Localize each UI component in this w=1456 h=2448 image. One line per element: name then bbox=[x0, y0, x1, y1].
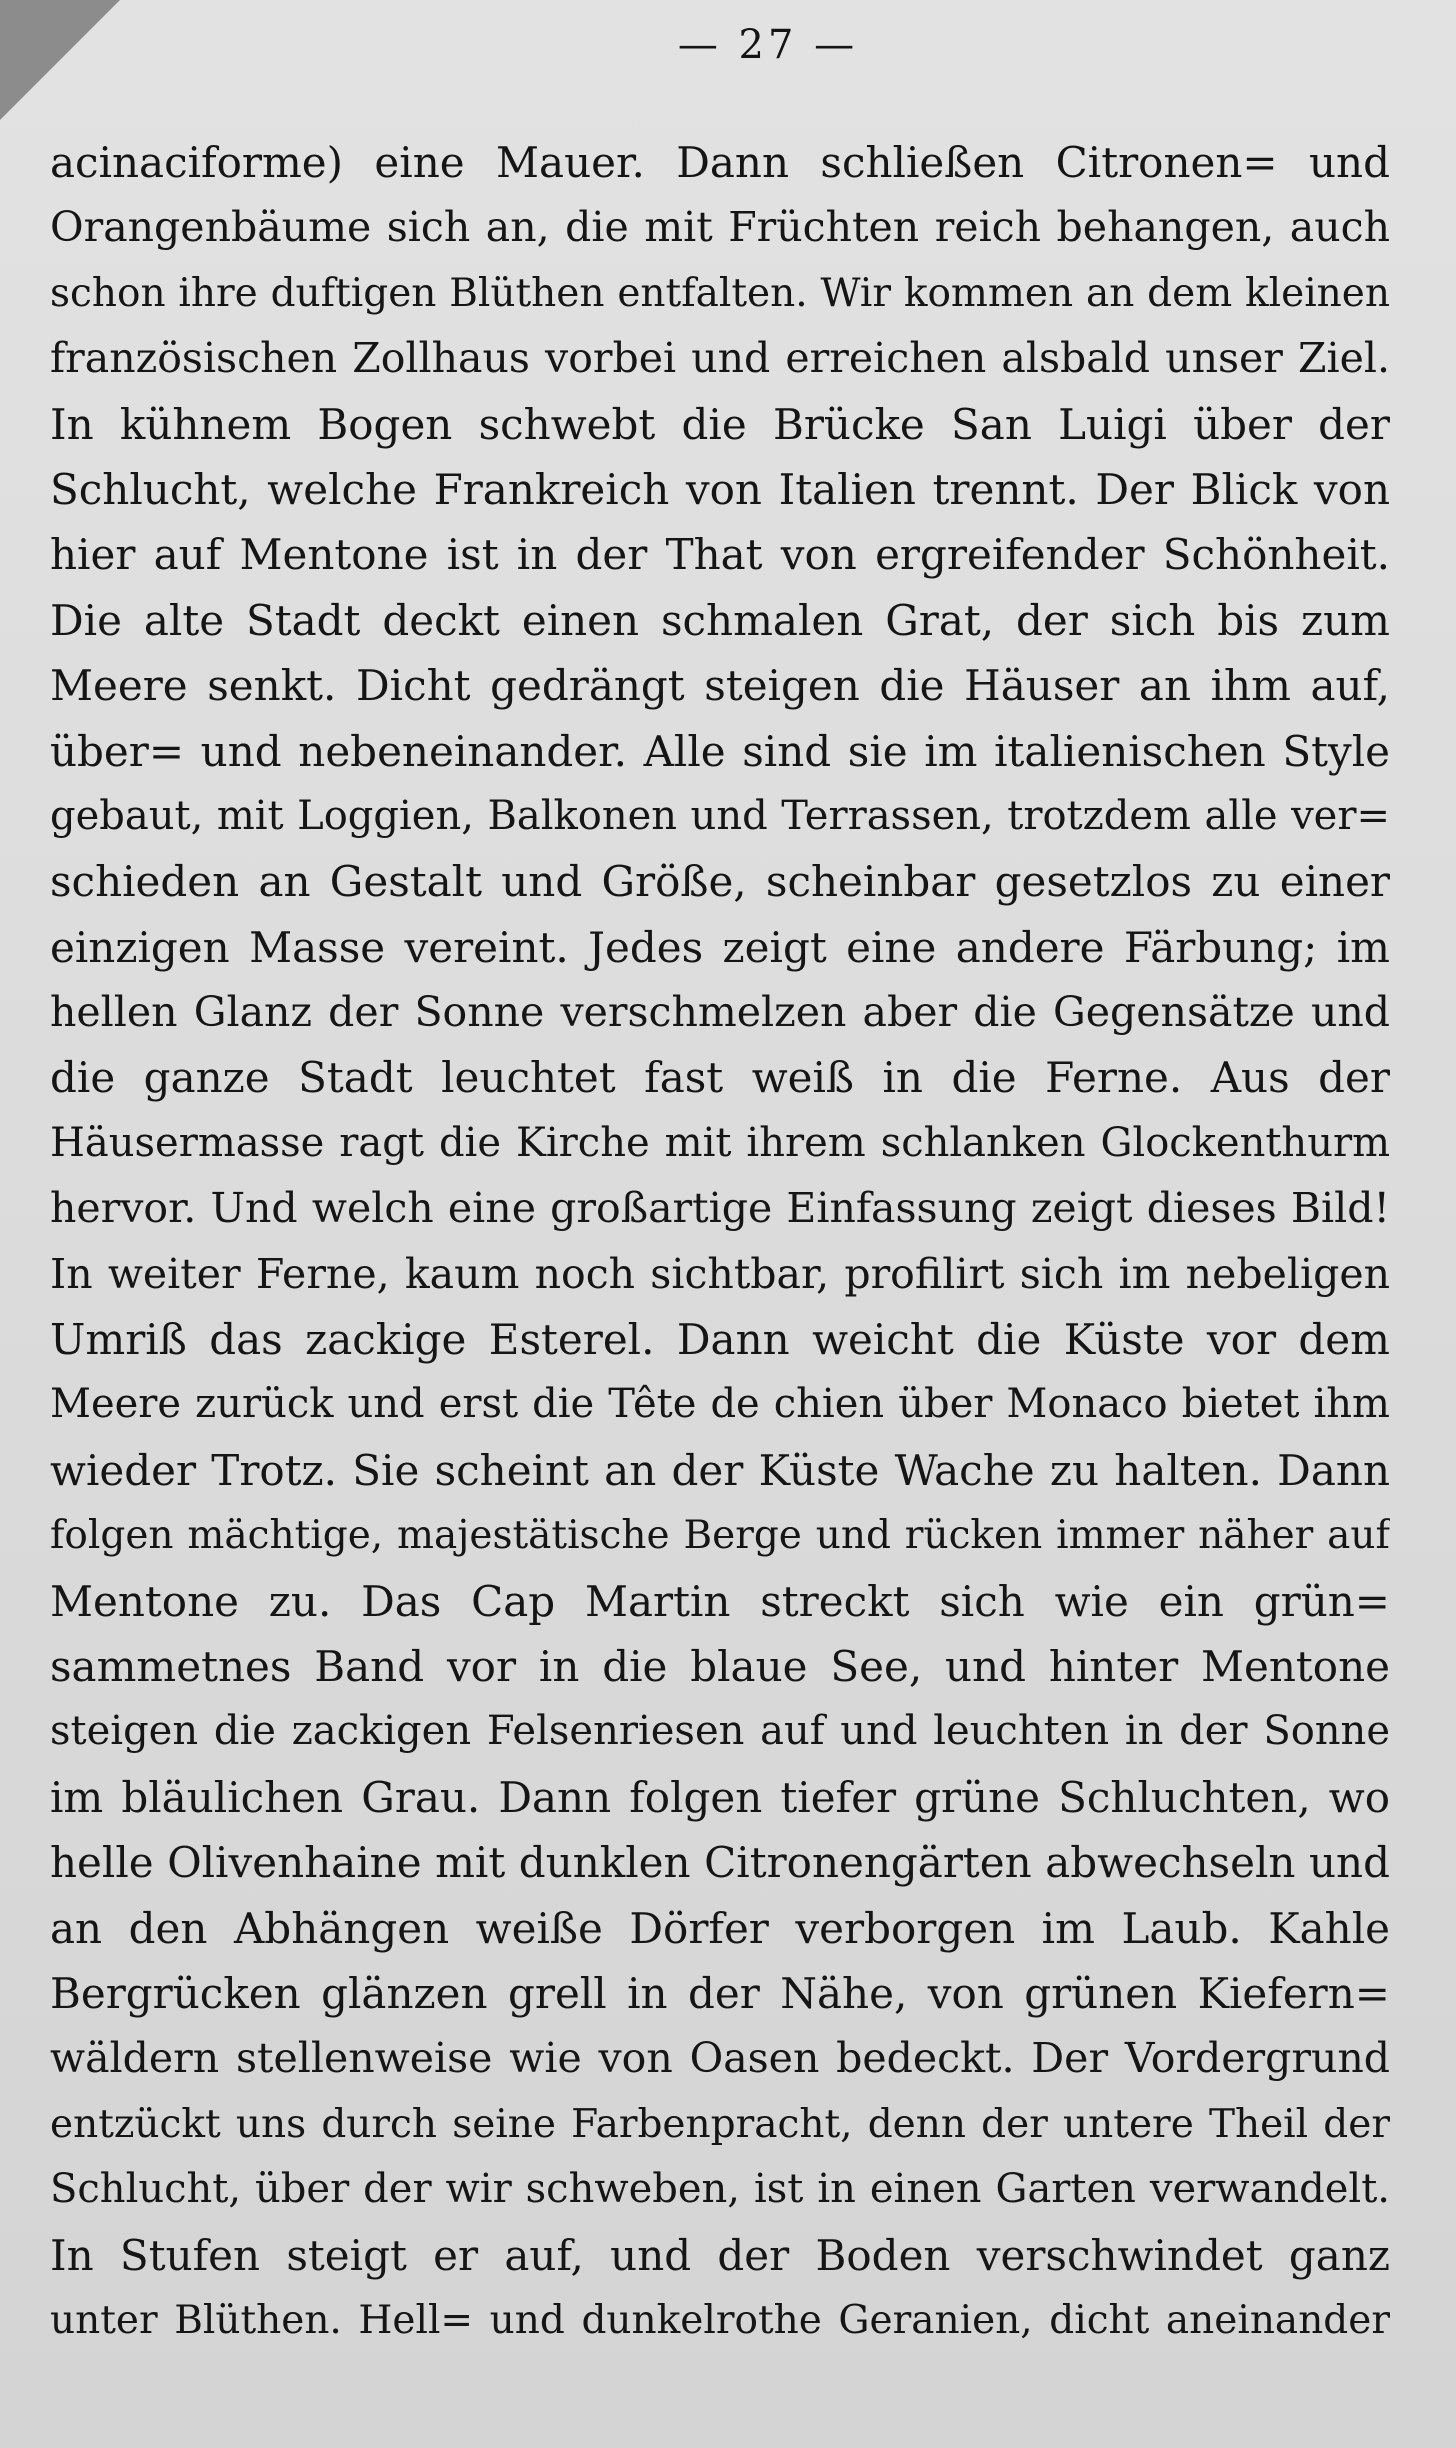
text-line: hellen Glanz der Sonne verschmelzen aber die Gegensätze und bbox=[50, 988, 1390, 1037]
text-line: Schlucht, welche Frankreich von Italien trennt. Der Blick von bbox=[50, 464, 1390, 514]
text-line: In weiter Ferne, kaum noch sichtbar, profilirt sich im nebeligen bbox=[50, 1249, 1390, 1298]
text-line: acinaciforme) eine Mauer. Dann schließen Citronen= und bbox=[50, 138, 1390, 187]
text-line: einzigen Masse vereint. Jedes zeigt eine andere Färbung; im bbox=[50, 922, 1390, 972]
text-line: Die alte Stadt deckt einen schmalen Grat, der sich bis zum bbox=[50, 595, 1390, 645]
text-line: Umriß das zackige Esterel. Dann weicht die Küste vor dem bbox=[50, 1315, 1390, 1365]
text-line: steigen die zackigen Felsenriesen auf und leuchten in der Sonne bbox=[50, 1708, 1390, 1755]
text-line: die ganze Stadt leuchtet fast weiß in die Ferne. Aus der bbox=[50, 1053, 1390, 1103]
text-line: hier auf Mentone ist in der That von ergreifender Schönheit. bbox=[50, 530, 1390, 580]
text-line: Bergrücken glänzen grell in der Nähe, von grünen Kiefern= bbox=[50, 1968, 1390, 2018]
text-line: im bläulichen Grau. Dann folgen tiefer grüne Schluchten, wo bbox=[50, 1772, 1390, 1822]
body-text bbox=[50, 130, 1390, 2353]
text-line: wieder Trotz. Sie scheint an der Küste Wache zu halten. Dann bbox=[50, 1445, 1390, 1495]
text-line: Meere senkt. Dicht gedrängt steigen die Häuser an ihm auf, bbox=[50, 661, 1390, 711]
text-line: Mentone zu. Das Cap Martin streckt sich wie ein grün= bbox=[50, 1576, 1390, 1626]
text-line: In kühnem Bogen schwebt die Brücke San Luigi über der bbox=[50, 399, 1390, 449]
text-line: schon ihre duftigen Blüthen entfalten. Wir kommen an dem kleinen bbox=[50, 270, 1390, 316]
text-line: sammetnes Band vor in die blaue See, und hinter Mentone bbox=[50, 1641, 1390, 1691]
text-line: an den Abhängen weiße Dörfer verborgen im Laub. Kahle bbox=[50, 1903, 1390, 1953]
text-line: Häusermasse ragt die Kirche mit ihrem schlanken Glockenthurm bbox=[50, 1119, 1390, 1166]
text-line: Orangenbäume sich an, die mit Früchten reich behangen, auch bbox=[50, 203, 1390, 252]
text-line: In Stufen steigt er auf, und der Boden verschwindet ganz bbox=[50, 2230, 1390, 2280]
page-number: — 27 — bbox=[677, 22, 859, 68]
text-line: helle Olivenhaine mit dunklen Citronengärten abwechseln und bbox=[50, 1838, 1390, 1888]
text-line: unter Blüthen. Hell= und dunkelrothe Geranien, dicht aneinander bbox=[50, 2297, 1390, 2343]
text-line: Schlucht, über der wir schweben, ist in einen Garten verwandelt. bbox=[50, 2166, 1390, 2213]
text-line: entzückt uns durch seine Farbenpracht, denn der untere Theil der bbox=[50, 2101, 1390, 2147]
text-line: hervor. Und welch eine großartige Einfassung zeigt dieses Bild! bbox=[50, 1184, 1390, 1233]
text-line: wäldern stellenweise wie von Oasen bedeckt. Der Vordergrund bbox=[50, 2034, 1390, 2083]
text-line: französischen Zollhaus vorbei und erreichen alsbald unser Ziel. bbox=[50, 334, 1390, 383]
text-line: schieden an Gestalt und Größe, scheinbar gesetzlos zu einer bbox=[50, 857, 1390, 907]
text-line: gebaut, mit Loggien, Balkonen und Terrassen, trotzdem alle ver= bbox=[50, 792, 1390, 839]
text-line: Meere zurück und erst die Tête de chien über Monaco bietet ihm bbox=[50, 1381, 1390, 1428]
text-line: folgen mächtige, majestätische Berge und rücken immer näher auf bbox=[50, 1513, 1390, 1559]
text-line: über= und nebeneinander. Alle sind sie im italienischen Style bbox=[50, 726, 1390, 776]
